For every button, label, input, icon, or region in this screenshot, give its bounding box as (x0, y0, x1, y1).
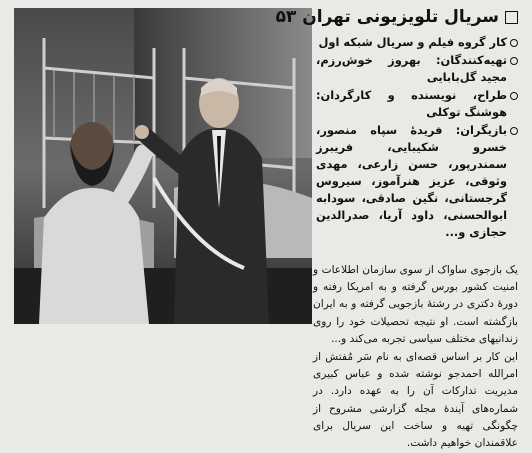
article-credits-column (275, 6, 518, 242)
credits-list (316, 34, 518, 241)
credit-item: کار گروه فیلم و سریال شبکه اول (316, 34, 518, 51)
body-paragraph: یک بازجوی ساواک از سوی سازمان اطلاعات و امنیت کشور بورس گرفته و به امریکا رفته و دورهٔ دکتری در رشتهٔ بازجویی گرفته و به ایران بازگشته است. او نتیجه تحصیلات خود را روی زندانیهای مختلف سیاسی تجربه می‌کند و... (313, 264, 518, 345)
article-body (313, 262, 518, 453)
series-photo (14, 8, 312, 324)
body-paragraph: این کار بر اساس قصه‌ای به نام سَر مُفتش از امرالله احمدجو نوشته شده و عباس کبیری مدیریت تدارکات آن را به عهده دارد. در شماره‌های آیندهٔ مجله گزارشی مشروح از چگونگی تهیه و ساخت این سریال برای علاقمندان خواهیم داشت. (313, 351, 518, 450)
credit-item: طراح، نویسنده و کارگردان: هوشنگ توکلی (316, 87, 518, 121)
credit-item: تهیه‌کنندگان: بهروز خوش‌رزم، مجید گل‌بابایی (316, 52, 518, 86)
photo-illustration (14, 8, 312, 324)
square-bullet-icon (505, 11, 518, 24)
article-title: سریال تلویزیونی تهران ۵۳ (275, 7, 499, 27)
credit-item: بازیگران: فریدهٔ سپاه منصور، خسرو شکیبایی، فریبرز سمندرپور، حسن زارعی، مهدی وثوقی، عزیز هنرآموز، سیروس گرجستانی، نگین صادقی، سودابه ابوالحسنی، داود آریا، صدرالدین حجازی و... (316, 122, 518, 241)
article-title-row (275, 6, 518, 28)
